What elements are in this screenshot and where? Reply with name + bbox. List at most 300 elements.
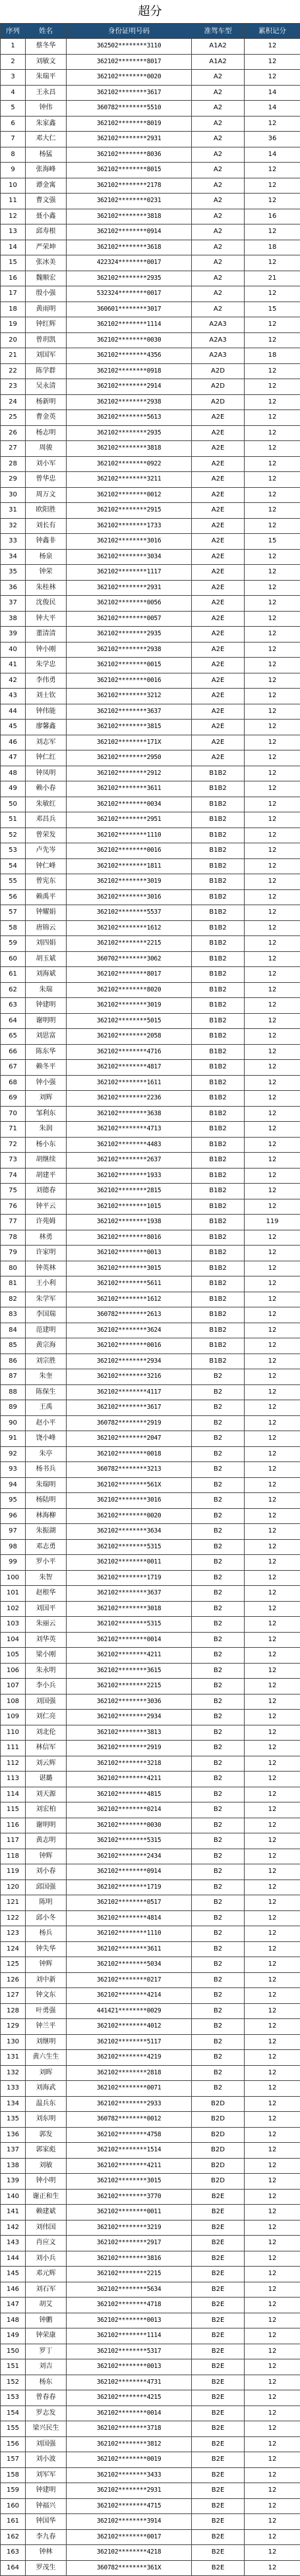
table-row [1, 2375, 300, 2390]
cell-license-class: B1B2 [192, 1184, 245, 1199]
table-row [1, 456, 300, 472]
cell-name: 朱奎 [26, 1369, 67, 1385]
cell-name: 李国瑞 [26, 1307, 67, 1323]
cell-name: 邹利东 [26, 1106, 67, 1122]
cell-name: 刘海武 [26, 2081, 67, 2097]
cell-points: 12 [245, 379, 300, 395]
cell-name: 邱国强 [26, 1879, 67, 1895]
cell-points: 12 [245, 1941, 300, 1957]
cell-points: 12 [245, 1477, 300, 1493]
table-row [1, 951, 300, 967]
table-row [1, 1524, 300, 1540]
cell-name: 钟小刚 [26, 642, 67, 658]
cell-license-class: B2 [192, 1895, 245, 1911]
cell-points: 12 [245, 1679, 300, 1695]
cell-name: 刘辉 [26, 1091, 67, 1107]
cell-name: 林信军 [26, 1741, 67, 1756]
cell-name: 钟国华 [26, 2514, 67, 2530]
cell-license-class: B1B2 [192, 1307, 245, 1323]
table-row [1, 828, 300, 843]
cell-index: 37 [1, 596, 26, 612]
cell-license-class: B2 [192, 1910, 245, 1926]
cell-points: 12 [245, 2189, 300, 2205]
cell-points: 12 [245, 224, 300, 240]
cell-id-number: 362102********2818 [67, 2065, 192, 2081]
table-row [1, 1508, 300, 1524]
cell-points: 12 [245, 2483, 300, 2499]
cell-id-number: 362102********5611 [67, 1276, 192, 1292]
cell-name: 杨书兵 [26, 1462, 67, 1478]
cell-license-class: A2 [192, 302, 245, 317]
cell-index: 59 [1, 936, 26, 952]
cell-index: 96 [1, 1508, 26, 1524]
table-row [1, 224, 300, 240]
cell-points: 12 [245, 39, 300, 55]
cell-points: 12 [245, 750, 300, 766]
table-row [1, 379, 300, 395]
cell-name: 杨兵 [26, 1926, 67, 1942]
cell-points: 12 [245, 905, 300, 921]
cell-id-number: 362102********3818 [67, 209, 192, 224]
table-row [1, 271, 300, 286]
cell-id-number: 362102********0214 [67, 1802, 192, 1818]
cell-index: 108 [1, 1694, 26, 1710]
cell-index: 48 [1, 766, 26, 781]
cell-license-class: B2E [192, 2236, 245, 2251]
table-row [1, 1679, 300, 1695]
table-row [1, 1710, 300, 1725]
cell-points: 12 [245, 1756, 300, 1772]
cell-points: 12 [245, 797, 300, 812]
table-row [1, 2065, 300, 2081]
cell-points: 12 [245, 2050, 300, 2066]
cell-index: 148 [1, 2313, 26, 2328]
table-row [1, 874, 300, 890]
cell-id-number: 362102********1811 [67, 858, 192, 874]
cell-id-number: 362102********0071 [67, 2081, 192, 2097]
cell-id-number: 362102********2914 [67, 379, 192, 395]
cell-points: 12 [245, 812, 300, 828]
cell-license-class: B2 [192, 1710, 245, 1725]
cell-index: 79 [1, 1246, 26, 1261]
table-row [1, 549, 300, 565]
cell-points: 12 [245, 163, 300, 178]
cell-name: 朱永明 [26, 1663, 67, 1679]
cell-id-number: 362102********3018 [67, 1601, 192, 1617]
cell-license-class: B2E [192, 2421, 245, 2437]
cell-id-number: 362102********3036 [67, 1694, 192, 1710]
cell-license-class: A2E [192, 658, 245, 673]
cell-license-class: A2E [192, 503, 245, 519]
cell-license-class: B2 [192, 1415, 245, 1431]
table-row [1, 580, 300, 596]
cell-name: 朱家鑫 [26, 116, 67, 132]
cell-name: 杨东 [26, 2375, 67, 2390]
cell-name: 谢正和生 [26, 2189, 67, 2205]
cell-license-class: A2A3 [192, 332, 245, 348]
cell-id-number: 362102********0918 [67, 363, 192, 379]
cell-index: 19 [1, 317, 26, 333]
cell-name: 邱寿根 [26, 224, 67, 240]
cell-index: 146 [1, 2282, 26, 2298]
cell-id-number: 362102********4012 [67, 2019, 192, 2035]
cell-id-number: 362102********2951 [67, 812, 192, 828]
cell-license-class: A2 [192, 240, 245, 255]
cell-index: 5 [1, 101, 26, 117]
cell-index: 125 [1, 1957, 26, 1973]
cell-index: 40 [1, 642, 26, 658]
cell-name: 周骏 [26, 441, 67, 457]
table-row [1, 920, 300, 936]
cell-id-number: 362102********4815 [67, 1787, 192, 1802]
cell-index: 46 [1, 735, 26, 750]
cell-license-class: A2E [192, 549, 245, 565]
cell-name: 王永昌 [26, 85, 67, 101]
cell-name: 许苑姆 [26, 1215, 67, 1230]
cell-id-number: 362102********0517 [67, 1895, 192, 1911]
cell-name: 许家明 [26, 1246, 67, 1261]
cell-name: 黄宗海 [26, 1338, 67, 1354]
cell-id-number: 362102********1114 [67, 317, 192, 333]
cell-name: 曾玥凯 [26, 332, 67, 348]
cell-name: 刘志军 [26, 735, 67, 750]
cell-id-number: 360702********3062 [67, 951, 192, 967]
cell-index: 161 [1, 2514, 26, 2530]
cell-name: 刘国强 [26, 1694, 67, 1710]
cell-name: 钟仁红 [26, 750, 67, 766]
cell-id-number: 362102********3914 [67, 2514, 192, 2530]
cell-name: 刘国强 [26, 2436, 67, 2452]
cell-license-class: B2 [192, 1632, 245, 1648]
cell-index: 87 [1, 1369, 26, 1385]
cell-index: 7 [1, 132, 26, 147]
cell-license-class: B2 [192, 1833, 245, 1849]
cell-license-class: A2A3 [192, 348, 245, 364]
cell-index: 4 [1, 85, 26, 101]
cell-points: 12 [245, 565, 300, 581]
cell-id-number: 360782********5510 [67, 101, 192, 117]
table-row [1, 1415, 300, 1431]
cell-index: 78 [1, 1230, 26, 1246]
cell-points: 12 [245, 1029, 300, 1045]
column-header-id-number: 身份证明号码 [67, 24, 192, 39]
cell-id-number: 362102********2935 [67, 271, 192, 286]
table-row [1, 2096, 300, 2112]
cell-license-class: A2E [192, 472, 245, 488]
cell-id-number: 360782********3213 [67, 1462, 192, 1478]
cell-id-number: 362102********3815 [67, 720, 192, 735]
cell-name: 刘德春 [26, 1184, 67, 1199]
cell-index: 31 [1, 503, 26, 519]
cell-name: 梁兴民生 [26, 2421, 67, 2437]
cell-index: 15 [1, 255, 26, 271]
table-row [1, 689, 300, 704]
cell-name: 曾荣发 [26, 828, 67, 843]
cell-id-number: 362102********5317 [67, 2344, 192, 2359]
cell-name: 朱学忠 [26, 658, 67, 673]
table-row [1, 2483, 300, 2499]
table-row [1, 1060, 300, 1076]
cell-id-number: 362102********3034 [67, 549, 192, 565]
cell-name: 钟小强 [26, 1075, 67, 1091]
cell-id-number: 362102********5537 [67, 905, 192, 921]
cell-id-number: 362102********2935 [67, 425, 192, 441]
cell-index: 42 [1, 673, 26, 689]
cell-id-number: 362102********2047 [67, 1431, 192, 1447]
cell-name: 钟伟 [26, 101, 67, 117]
cell-points: 12 [245, 1431, 300, 1447]
cell-index: 30 [1, 487, 26, 503]
cell-license-class: B2 [192, 1725, 245, 1741]
cell-id-number: 362102********2935 [67, 627, 192, 643]
cell-id-number: 362102********4715 [67, 2498, 192, 2514]
cell-license-class: B2 [192, 1926, 245, 1942]
cell-index: 135 [1, 2112, 26, 2128]
cell-license-class: B2 [192, 1431, 245, 1447]
table-row [1, 178, 300, 194]
table-row [1, 209, 300, 224]
cell-id-number: 362102********0012 [67, 487, 192, 503]
cell-index: 39 [1, 627, 26, 643]
cell-index: 145 [1, 2267, 26, 2282]
cell-points: 12 [245, 2081, 300, 2097]
cell-id-number: 362102********8019 [67, 116, 192, 132]
table-row [1, 1957, 300, 1973]
cell-points: 12 [245, 317, 300, 333]
cell-name: 刘伟国 [26, 2220, 67, 2236]
cell-license-class: B2 [192, 1477, 245, 1493]
cell-name: 饶小峰 [26, 1431, 67, 1447]
table-row [1, 1941, 300, 1957]
cell-name: 林海柳 [26, 1508, 67, 1524]
cell-points: 12 [245, 1261, 300, 1276]
cell-points: 12 [245, 2127, 300, 2143]
cell-name: 曾宪东 [26, 874, 67, 890]
cell-id-number: 362102********4211 [67, 2158, 192, 2174]
cell-points: 12 [245, 998, 300, 1014]
cell-name: 赖禹平 [26, 889, 67, 905]
cell-points: 12 [245, 2112, 300, 2128]
cell-index: 57 [1, 905, 26, 921]
cell-id-number: 362102********3618 [67, 240, 192, 255]
cell-points: 12 [245, 2236, 300, 2251]
cell-name: 杨泉 [26, 549, 67, 565]
cell-points: 12 [245, 1957, 300, 1973]
table-row [1, 1106, 300, 1122]
cell-points: 12 [245, 332, 300, 348]
cell-points: 12 [245, 658, 300, 673]
cell-index: 151 [1, 2359, 26, 2375]
cell-license-class: A2E [192, 704, 245, 720]
cell-id-number: 362102********3617 [67, 1400, 192, 1416]
cell-index: 38 [1, 611, 26, 627]
cell-name: 钟福兴 [26, 2498, 67, 2514]
cell-name: 钟伟能 [26, 704, 67, 720]
cell-id-number: 362102********4211 [67, 1648, 192, 1664]
cell-id-number: 362102********2938 [67, 394, 192, 410]
cell-name: 钟林 [26, 2545, 67, 2561]
table-row [1, 1725, 300, 1741]
cell-points: 14 [245, 85, 300, 101]
cell-index: 118 [1, 1849, 26, 1864]
cell-points: 12 [245, 2375, 300, 2390]
cell-points: 12 [245, 1292, 300, 1307]
cell-index: 90 [1, 1415, 26, 1431]
cell-id-number: 362102********3818 [67, 441, 192, 457]
table-row [1, 394, 300, 410]
cell-name: 朱瑞明 [26, 1477, 67, 1493]
cell-id-number: 441421********0029 [67, 2003, 192, 2019]
cell-name: 刘小春 [26, 1864, 67, 1880]
column-header-name: 姓名 [26, 24, 67, 39]
table-row [1, 627, 300, 643]
cell-name: 朱振湖 [26, 1524, 67, 1540]
cell-index: 18 [1, 302, 26, 317]
cell-id-number: 362102********4211 [67, 1772, 192, 1787]
table-row [1, 1864, 300, 1880]
table-row [1, 332, 300, 348]
cell-license-class: A2E [192, 425, 245, 441]
cell-index: 111 [1, 1741, 26, 1756]
cell-id-number: 362102********8015 [67, 163, 192, 178]
table-row [1, 1400, 300, 1416]
cell-license-class: B1B2 [192, 781, 245, 797]
cell-id-number: 362102********3433 [67, 2467, 192, 2483]
cell-points: 12 [245, 2405, 300, 2421]
cell-index: 67 [1, 1060, 26, 1076]
table-row [1, 2467, 300, 2483]
cell-points: 12 [245, 441, 300, 457]
cell-index: 140 [1, 2189, 26, 2205]
cell-index: 83 [1, 1307, 26, 1323]
cell-name: 谌璐 [26, 1772, 67, 1787]
table-row [1, 998, 300, 1014]
table-row [1, 54, 300, 70]
cell-points: 12 [245, 70, 300, 86]
cell-points: 12 [245, 255, 300, 271]
table-row [1, 1199, 300, 1215]
cell-name: 唐锦云 [26, 920, 67, 936]
cell-license-class: B2E [192, 2405, 245, 2421]
table-row [1, 1431, 300, 1447]
cell-index: 33 [1, 534, 26, 550]
table-row [1, 2205, 300, 2221]
cell-license-class: B1B2 [192, 1075, 245, 1091]
cell-index: 32 [1, 518, 26, 534]
cell-id-number: 362102********1015 [67, 1199, 192, 1215]
table-row [1, 2328, 300, 2344]
table-row [1, 1338, 300, 1354]
cell-id-number: 360782********361X [67, 2560, 192, 2576]
table-row [1, 1153, 300, 1169]
table-row [1, 1833, 300, 1849]
cell-points: 12 [245, 1276, 300, 1292]
cell-index: 100 [1, 1570, 26, 1586]
cell-license-class: B2 [192, 1663, 245, 1679]
cell-points: 12 [245, 611, 300, 627]
cell-index: 1 [1, 39, 26, 55]
cell-points: 12 [245, 2065, 300, 2081]
cell-id-number: 362102********4215 [67, 2390, 192, 2406]
cell-id-number: 362102********3019 [67, 998, 192, 1014]
cell-name: 邱小冬 [26, 1910, 67, 1926]
cell-index: 10 [1, 178, 26, 194]
cell-points: 12 [245, 1246, 300, 1261]
cell-points: 12 [245, 116, 300, 132]
cell-points: 12 [245, 487, 300, 503]
cell-points: 12 [245, 2205, 300, 2221]
cell-points: 12 [245, 843, 300, 859]
cell-index: 35 [1, 565, 26, 581]
cell-id-number: 362102********0016 [67, 673, 192, 689]
cell-license-class: A2E [192, 596, 245, 612]
cell-index: 160 [1, 2498, 26, 2514]
cell-index: 16 [1, 271, 26, 286]
cell-id-number: 362102********3638 [67, 1106, 192, 1122]
table-row [1, 1184, 300, 1199]
cell-license-class: B1B2 [192, 1168, 245, 1184]
table-row [1, 1648, 300, 1664]
cell-points: 12 [245, 2251, 300, 2267]
cell-name: 刘敏文 [26, 54, 67, 70]
cell-points: 16 [245, 209, 300, 224]
cell-index: 45 [1, 720, 26, 735]
cell-index: 97 [1, 1524, 26, 1540]
cell-name: 聂小鑫 [26, 209, 67, 224]
cell-points: 12 [245, 1570, 300, 1586]
cell-id-number: 362102********3611 [67, 781, 192, 797]
cell-name: 郭发 [26, 2127, 67, 2143]
cell-license-class: B2E [192, 2267, 245, 2282]
header-row [1, 24, 300, 39]
cell-points: 12 [245, 1075, 300, 1091]
table-row [1, 1802, 300, 1818]
cell-id-number: 362102********2934 [67, 1710, 192, 1725]
cell-points: 14 [245, 147, 300, 163]
table-row [1, 2452, 300, 2468]
cell-index: 117 [1, 1833, 26, 1849]
cell-license-class: B2 [192, 1972, 245, 1988]
cell-points: 12 [245, 1508, 300, 1524]
table-row [1, 1029, 300, 1045]
cell-id-number: 362102********0013 [67, 2313, 192, 2328]
cell-name: 赵根华 [26, 1586, 67, 1602]
cell-id-number: 362102********8020 [67, 982, 192, 998]
cell-license-class: A2 [192, 224, 245, 240]
cell-index: 20 [1, 332, 26, 348]
cell-index: 110 [1, 1725, 26, 1741]
column-header-points: 累积记分 [245, 24, 300, 39]
cell-points: 12 [245, 2529, 300, 2545]
cell-points: 12 [245, 1446, 300, 1462]
cell-id-number: 362102********4817 [67, 1060, 192, 1076]
cell-name: 严荣坤 [26, 240, 67, 255]
cell-id-number: 362102********3624 [67, 1323, 192, 1338]
cell-license-class: B2E [192, 2483, 245, 2499]
cell-points: 12 [245, 2359, 300, 2375]
cell-license-class: B1B2 [192, 1044, 245, 1060]
cell-points: 12 [245, 2003, 300, 2019]
table-row [1, 2344, 300, 2359]
cell-id-number: 362102********2215 [67, 2267, 192, 2282]
cell-name: 朱桂林 [26, 580, 67, 596]
cell-index: 51 [1, 812, 26, 828]
table-row [1, 1555, 300, 1571]
cell-index: 74 [1, 1168, 26, 1184]
cell-points: 18 [245, 240, 300, 255]
cell-id-number: 362102********3016 [67, 1493, 192, 1509]
cell-name: 梁小刚 [26, 1648, 67, 1664]
